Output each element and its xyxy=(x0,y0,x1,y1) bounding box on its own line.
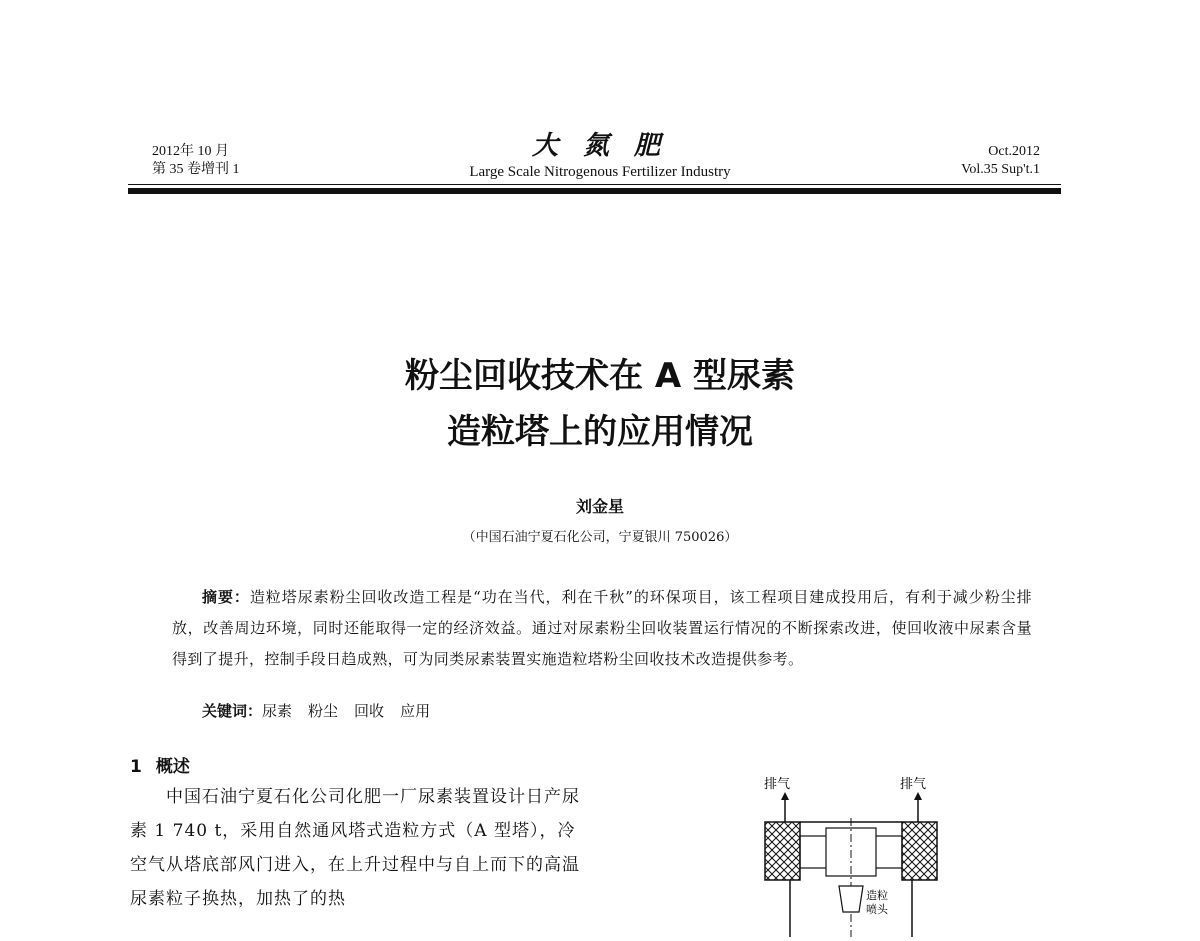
keywords xyxy=(202,700,446,721)
section-body xyxy=(130,780,580,916)
journal-logo: 大 氮 肥 xyxy=(531,131,669,161)
arrowhead-left xyxy=(781,792,789,800)
journal-name-en: Large Scale Nitrogenous Fertilizer Industry xyxy=(469,164,731,180)
section-number: 1 xyxy=(130,757,142,777)
header-date-en: Oct.2012 xyxy=(988,144,1040,159)
abstract-text: 造粒塔尿素粉尘回收改造工程是“功在当代，利在千秋”的环保项目，该工程项目建成投用后，有利于减少粉尘排放，改善周边环境，同时还能取得一定的经济效益。通过对尿素粉尘回收装置运行情况的不断探索改进，使回收液中尿素含量得到了提升，控制手段日趋成熟，可为同类尿素装置实施造粒塔粉尘回收技术改造提供参考。 xyxy=(172,588,1032,668)
keyword: 粉尘 xyxy=(308,702,339,720)
nozzle-label-2: 喷头 xyxy=(866,903,888,916)
header-right xyxy=(961,143,1040,179)
header-rule-thick xyxy=(128,188,1061,194)
exhaust-label-left: 排气 xyxy=(764,777,791,792)
author-name: 刘金星 xyxy=(575,497,624,516)
prilling-nozzle xyxy=(839,886,863,912)
filter-block-left xyxy=(765,822,800,880)
article-title xyxy=(0,348,1200,460)
nozzle-label-1: 造粒 xyxy=(866,889,888,902)
filter-block-right xyxy=(902,822,937,880)
abstract-label: 摘要： xyxy=(202,588,250,606)
prilling-tower-diagram xyxy=(740,762,970,937)
header-date-cn: 2012年 10 月 xyxy=(152,144,229,159)
keyword: 应用 xyxy=(400,702,431,720)
header-volume-cn: 第 35 卷增刊 1 xyxy=(152,162,240,177)
arrowhead-right xyxy=(914,792,922,800)
header-left xyxy=(152,143,240,179)
exhaust-label-right: 排气 xyxy=(900,777,927,792)
header-rule-thin xyxy=(128,184,1061,185)
keyword: 回收 xyxy=(354,702,385,720)
author-affiliation: （中国石油宁夏石化公司，宁夏银川 750026） xyxy=(462,530,738,545)
keywords-label: 关键词： xyxy=(202,702,263,720)
journal-masthead xyxy=(430,132,770,181)
section-title: 概述 xyxy=(155,757,190,777)
title-line-2: 造粒塔上的应用情况 xyxy=(447,412,753,452)
title-line-1: 粉尘回收技术在 A 型尿素 xyxy=(405,356,795,396)
section-heading xyxy=(130,752,190,777)
diagram-svg xyxy=(740,762,970,937)
keyword: 尿素 xyxy=(262,702,293,720)
header-volume-en: Vol.35 Sup't.1 xyxy=(961,162,1040,177)
abstract xyxy=(172,582,1032,675)
section-paragraph: 中国石油宁夏石化公司化肥一厂尿素装置设计日产尿素 1 740 t，采用自然通风塔式造粒方式（A 型塔），冷空气从塔底部风门进入，在上升过程中与自上而下的高温尿素粒子换热，加热了的热 xyxy=(130,787,580,909)
